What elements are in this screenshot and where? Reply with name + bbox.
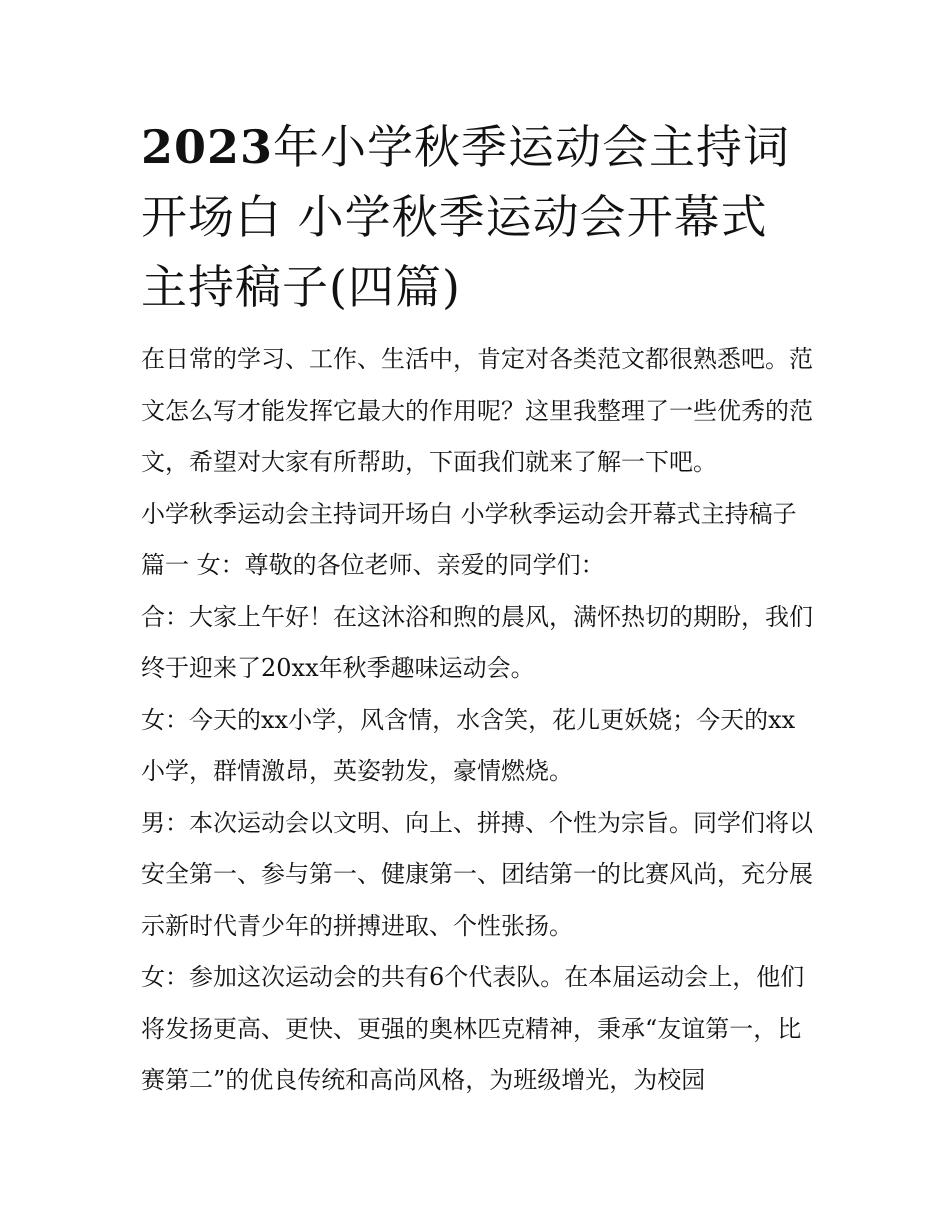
title-year: 2023 [141,120,274,174]
paragraph-intro: 在日常的学习、工作、生活中，肯定对各类范文都很熟悉吧。范文怎么写才能发挥它最大的作用呢？这里我整理了一些优秀的范文，希望对大家有所帮助，下面我们就来了解一下吧。 [141,345,813,476]
title-text: 年小学秋季运动会主持词开场白 小学秋季运动会开幕式主持稿子(四篇) [141,120,791,314]
paragraph-section-heading: 小学秋季运动会主持词开场白 小学秋季运动会开幕式主持稿子篇一 女：尊敬的各位老师、亲爱的同学们： [141,499,797,579]
document-title [141,112,813,322]
paragraph-purpose: 男：本次运动会以文明、向上、拼搏、个性为宗旨。同学们将以安全第一、参与第一、健康第一、团结第一的比赛风尚，充分展示新时代青少年的拼搏进取、个性张扬。 [141,808,813,940]
paragraph-teams: 女：参加这次运动会的共有6个代表队。在本届运动会上，他们将发扬更高、更快、更强的奥林匹克精神，秉承“友谊第一，比赛第二”的优良传统和高尚风格，为班级增光，为校园 [141,963,805,1094]
paragraph-school-intro: 女：今天的xx小学，风含情，水含笑，花儿更妖娆；今天的xx小学，群情激昂，英姿勃发，豪情燃烧。 [141,705,796,785]
document-page [141,112,813,1107]
paragraph-greeting: 合：大家上午好！在这沐浴和煦的晨风，满怀热切的期盼，我们终于迎来了20xx年秋季趣味运动会。 [141,602,813,682]
